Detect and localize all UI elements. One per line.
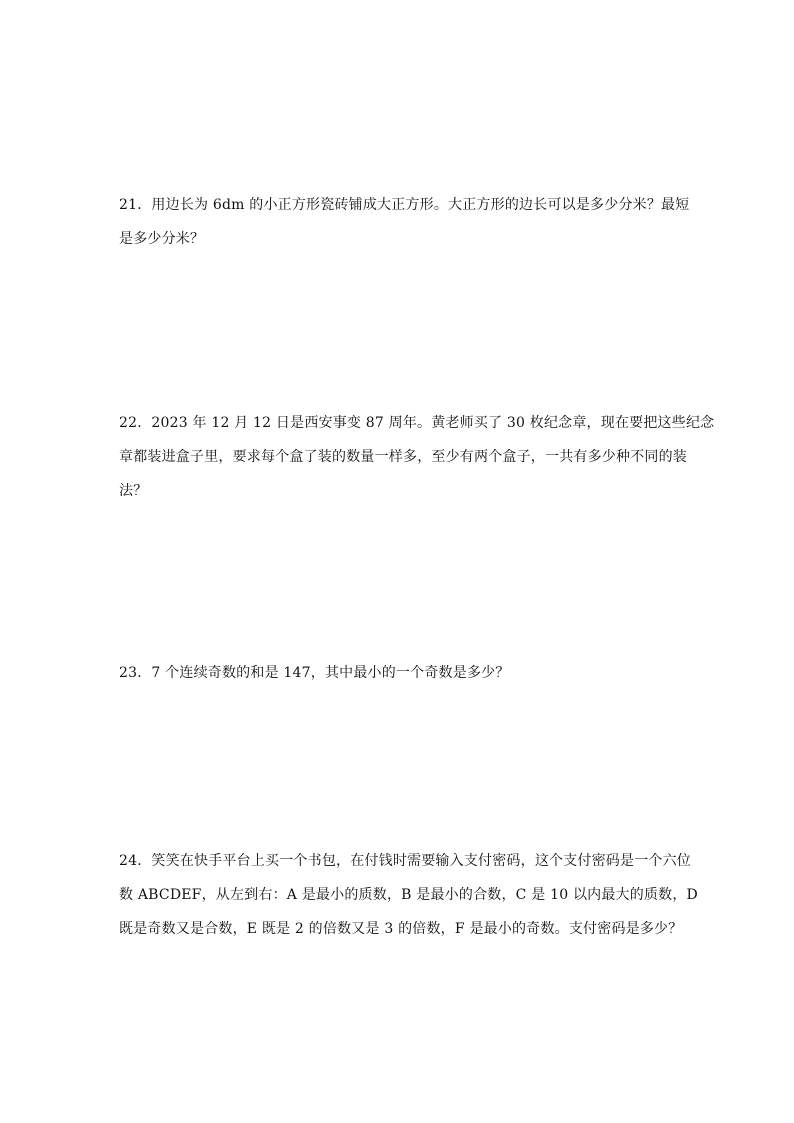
question-23-line-1: 23．7 个连续奇数的和是 147，其中最小的一个奇数是多少？	[119, 665, 510, 681]
question-21-line-2: 是多少分米？	[119, 231, 205, 247]
question-24-line-1: 24．笑笑在快手平台上买一个书包，在付钱时需要输入支付密码，这个支付密码是一个六位	[119, 853, 692, 869]
question-23	[119, 656, 679, 690]
question-22	[119, 406, 715, 508]
question-22-line-1: 22．2023 年 12 月 12 日是西安事变 87 周年。黄老师买了 30 枚纪念章，现在要把这些纪念	[119, 415, 715, 431]
question-21	[119, 188, 690, 256]
question-24	[119, 844, 698, 946]
question-24-line-2: 数 ABCDEF，从左到右：A 是最小的质数，B 是最小的合数，C 是 10 以内最大的质数，D	[119, 887, 698, 903]
question-24-line-3: 既是奇数又是合数，E 既是 2 的倍数又是 3 的倍数，F 是最小的奇数。支付密码是多少？	[119, 921, 683, 937]
question-21-line-1: 21．用边长为 6dm 的小正方形瓷砖铺成大正方形。大正方形的边长可以是多少分米？最短	[119, 197, 690, 213]
question-22-line-2: 章都装进盒子里，要求每个盒了装的数量一样多，至少有两个盒子，一共有多少种不同的装	[119, 449, 687, 465]
question-22-line-3: 法？	[119, 483, 148, 499]
